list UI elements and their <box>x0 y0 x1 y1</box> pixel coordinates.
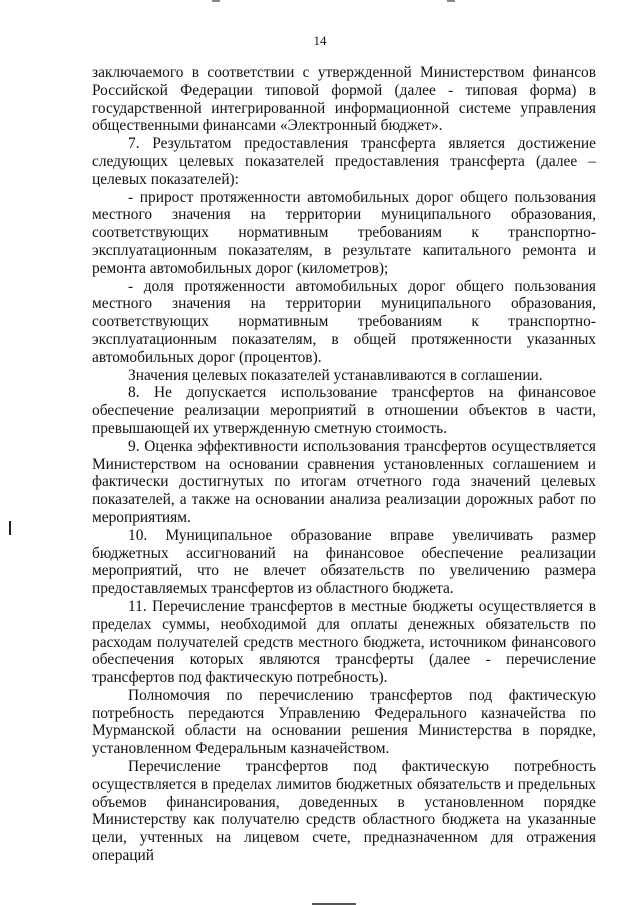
top-scan-mark-left <box>212 0 220 2</box>
paragraph-transfer-limits: Перечисление трансфертов под фактическую потребность осуществляется в пределах лимитов бюджетных обязательств и предельных объемов финансирования, доведенных в установленном порядке Министерству как получателю средств областного бюджета на указанные цели, учтенных на лицевом счете, предназначенном для отражения операций <box>92 758 596 865</box>
paragraph-indicator-length-share: - доля протяженности автомобильных дорог общего пользования местного значения на территории муниципального образования, соответствующих нормативным требованиям к транспортно-эксплуатационным показателям, в общей протяженности указанных автомобильных дорог (процентов). <box>92 277 596 366</box>
page-number: 14 <box>313 33 327 48</box>
paragraph-indicator-values: Значения целевых показателей устанавливаются в соглашении. <box>128 366 543 384</box>
paragraph-item-9: 9. Оценка эффективности использования трансфертов осуществляется Министерством на основании сравнения установленных соглашением и фактически достигнутых по итогам отчетного года значений целевых показателей, а также на основании анализа реализации дорожных работ по мероприятиям. <box>92 437 596 526</box>
paragraph-item-10: 10. Муниципальное образование вправе увеличивать размер бюджетных ассигнований на финансовое обеспечение реализации мероприятий, что не влечет обязательств по увеличению размера предоставляемых трансфертов из областного бюджета. <box>92 526 596 598</box>
paragraph-item-7: 7. Результатом предоставления трансферта является достижение следующих целевых показателей предоставления трансферта (далее – целевых показателей): <box>92 135 596 188</box>
paragraph-item-8: 8. Не допускается использование трансфертов на финансовое обеспечение реализации мероприятий в отношении объектов в части, превышающей их утвержденную сметную стоимость. <box>92 384 596 437</box>
paragraph-continuation: заключаемого в соответствии с утвержденной Министерством финансов Российской Федерации типовой формой (далее - типовая форма) в государственной интегрированной информационной системе управления общественными финансами «Электронный бюджет». <box>92 64 596 135</box>
top-scan-mark-right <box>447 0 455 2</box>
paragraph-indicator-length-increase: - прирост протяженности автомобильных дорог общего пользования местного значения на территории муниципального образования, соответствующих нормативным требованиям к транспортно-эксплуатационным показателям, в результате капитального ремонта и ремонта автомобильных дорог (километров); <box>92 188 596 277</box>
paragraph-authority-transfer: Полномочия по перечислению трансфертов под фактическую потребность передаются Управлению Федерального казначейства по Мурманской области на основании решения Министерства в порядке, установленном Федеральным казначейством. <box>92 686 596 758</box>
paragraph-item-11: 11. Перечисление трансфертов в местные бюджеты осуществляется в пределах суммы, необходимой для оплаты денежных обязательств по расходам получателей средств местного бюджета, источником финансового обеспечения которых являются трансферты (далее - перечисление трансфертов под фактическую потребность). <box>92 597 596 687</box>
document-body <box>92 64 596 865</box>
margin-scan-mark <box>9 521 11 535</box>
